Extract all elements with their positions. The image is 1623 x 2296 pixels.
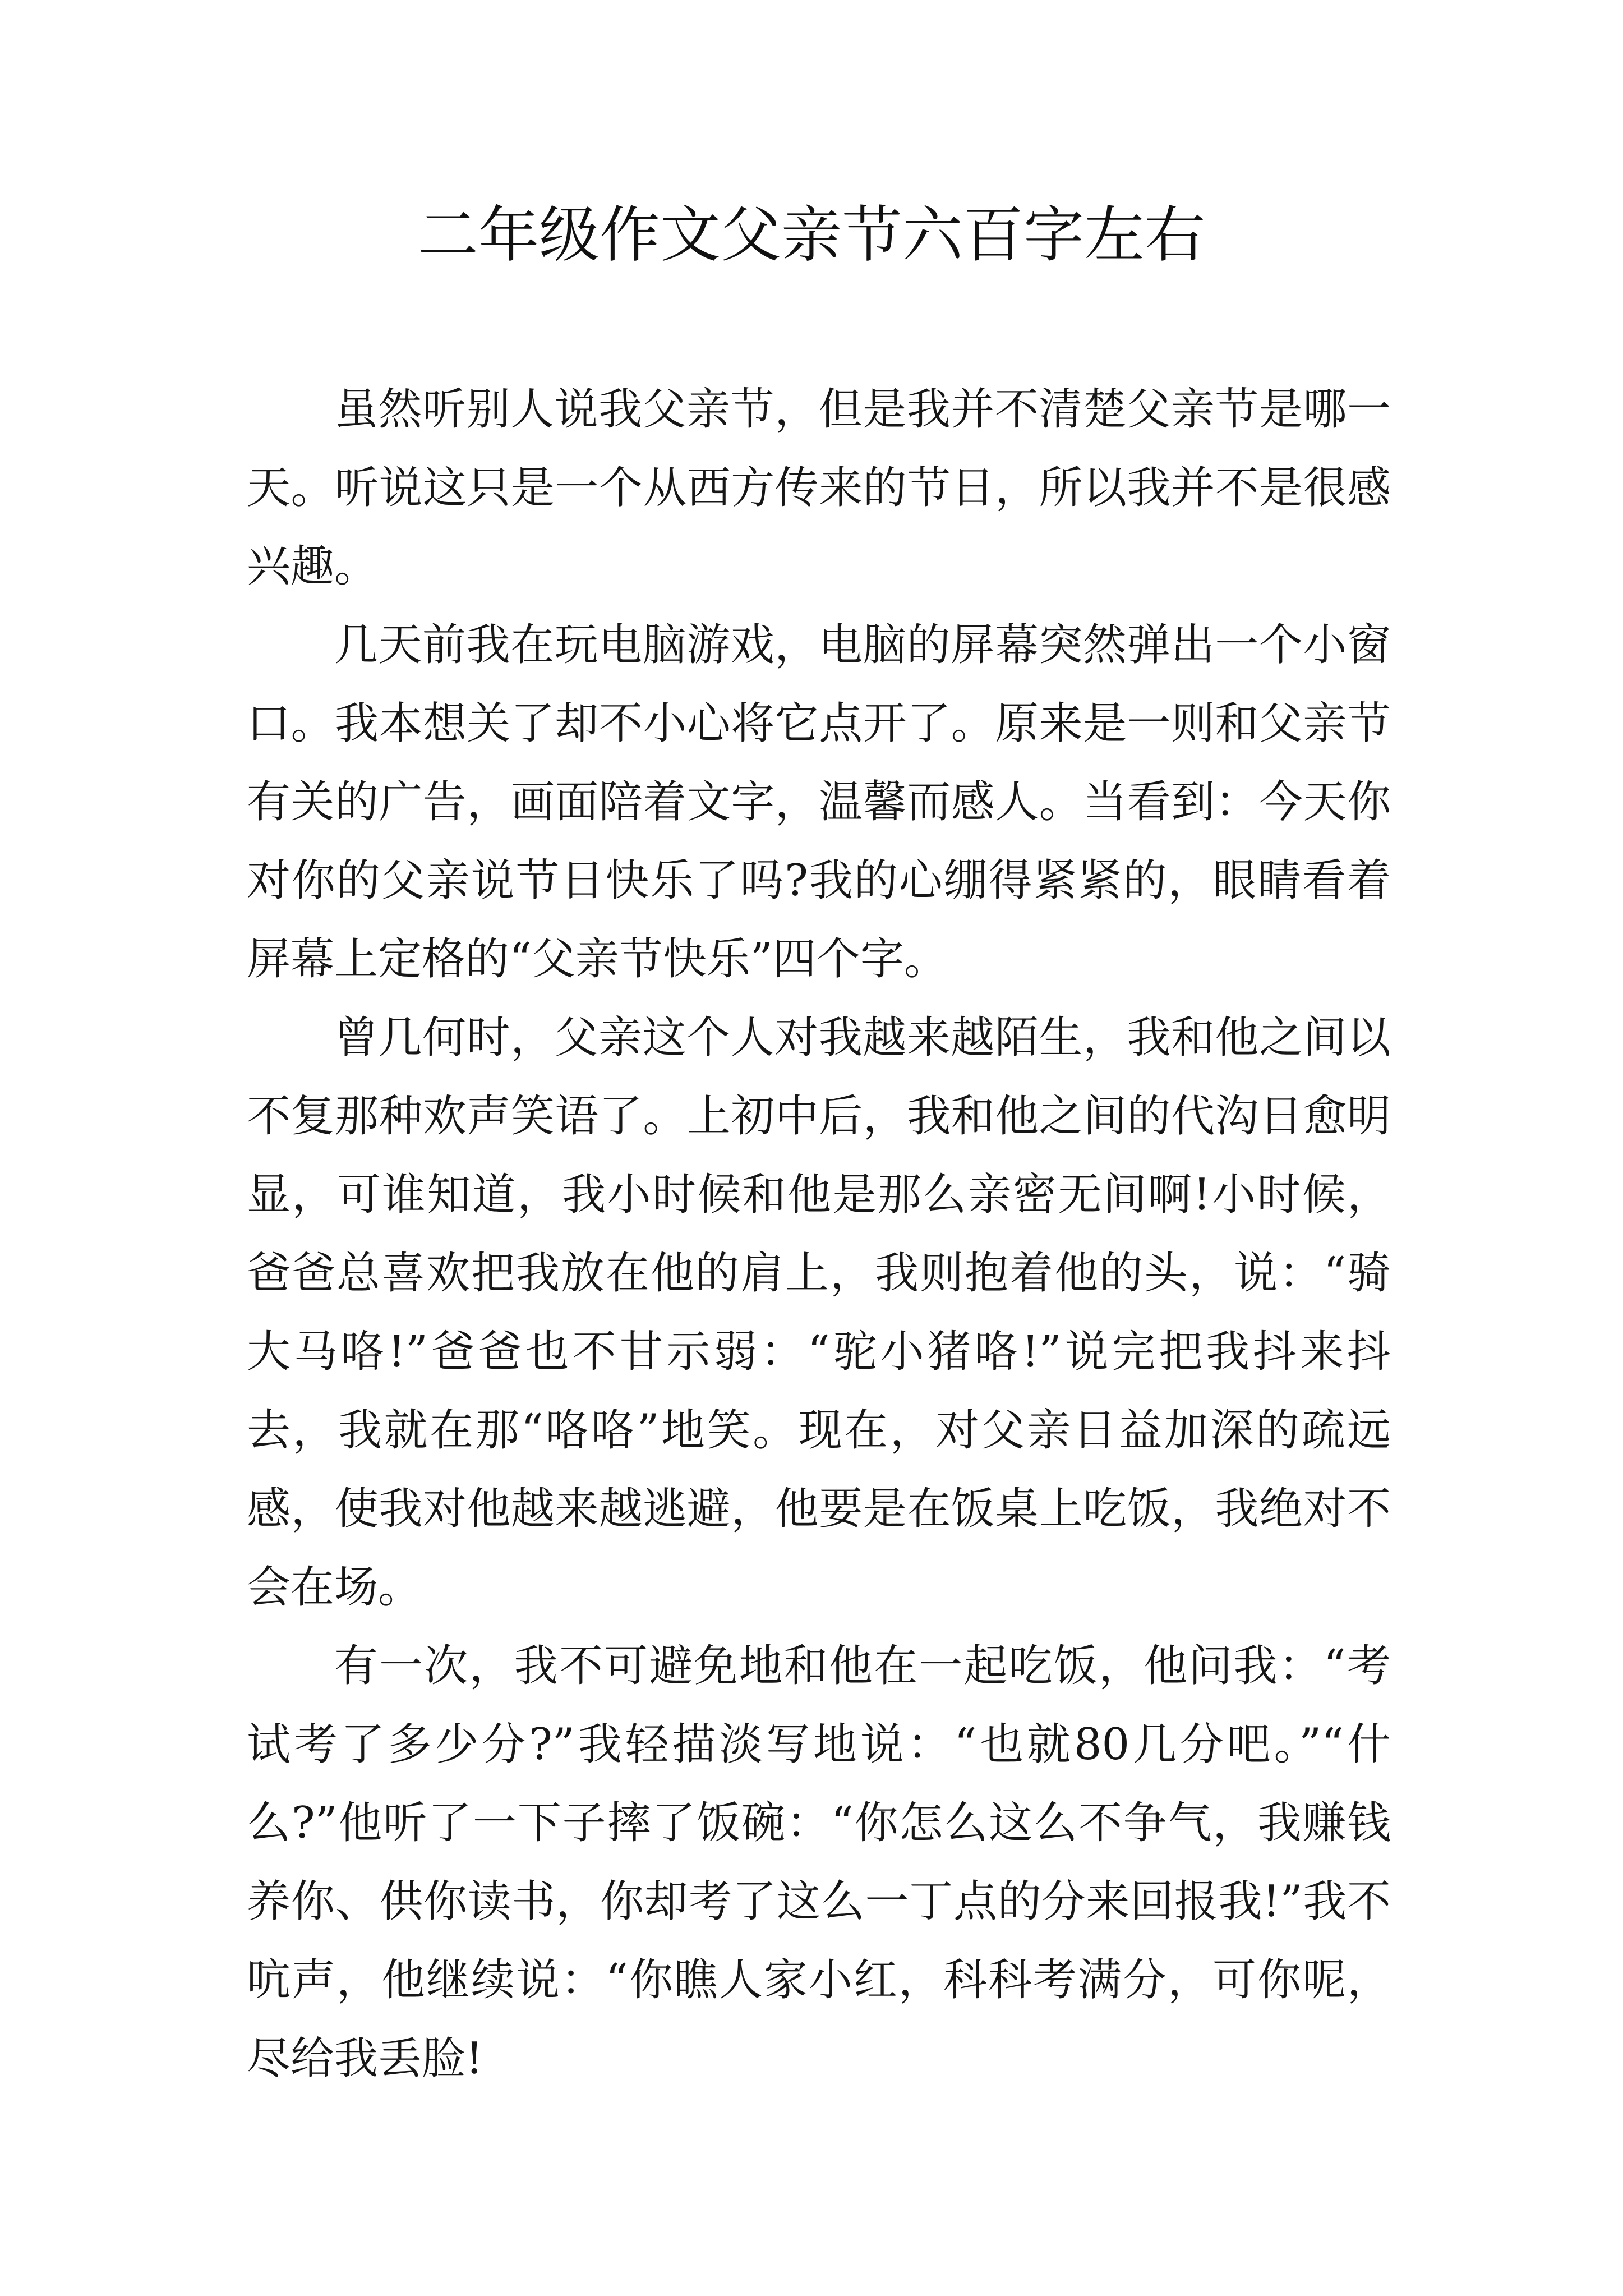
paragraph-4: 有一次，我不可避免地和他在一起吃饭，他问我：“考试考了多少分?”我轻描淡写地说：“也就80几分吧。”“什么?”他听了一下子摔了饭碗：“你怎么这么不争气，我赚钱养你、供你读书，你却考了这么一丁点的分来回报我!”我不吭声，他继续说：“你瞧人家小红，科科考满分，可你呢，尽给我丢脸! [247,1641,1391,2084]
paragraph-2: 几天前我在玩电脑游戏，电脑的屏幕突然弹出一个小窗口。我本想关了却不小心将它点开了。原来是一则和父亲节有关的广告，画面陪着文字，温馨而感人。当看到：今天你对你的父亲说节日快乐了吗?我的心绷得紧紧的，眼睛看着屏幕上定格的“父亲节快乐”四个字。 [247,620,1391,984]
paragraph-1: 虽然听别人说我父亲节，但是我并不清楚父亲节是哪一天。听说这只是一个从西方传来的节日，所以我并不是很感兴趣。 [247,384,1391,592]
document-body [247,370,1391,2098]
paragraph-3: 曾几何时，父亲这个人对我越来越陌生，我和他之间以不复那种欢声笑语了。上初中后，我和他之间的代沟日愈明显，可谁知道，我小时候和他是那么亲密无间啊!小时候，爸爸总喜欢把我放在他的肩上，我则抱着他的头，说：“骑大马咯!”爸爸也不甘示弱：“驼小猪咯!”说完把我抖来抖去，我就在那“咯咯”地笑。现在，对父亲日益加深的疏远感，使我对他越来越逃避，他要是在饭桌上吃饭，我绝对不会在场。 [247,1013,1391,1613]
document-title: 二年级作文父亲节六百字左右 [417,200,1205,270]
